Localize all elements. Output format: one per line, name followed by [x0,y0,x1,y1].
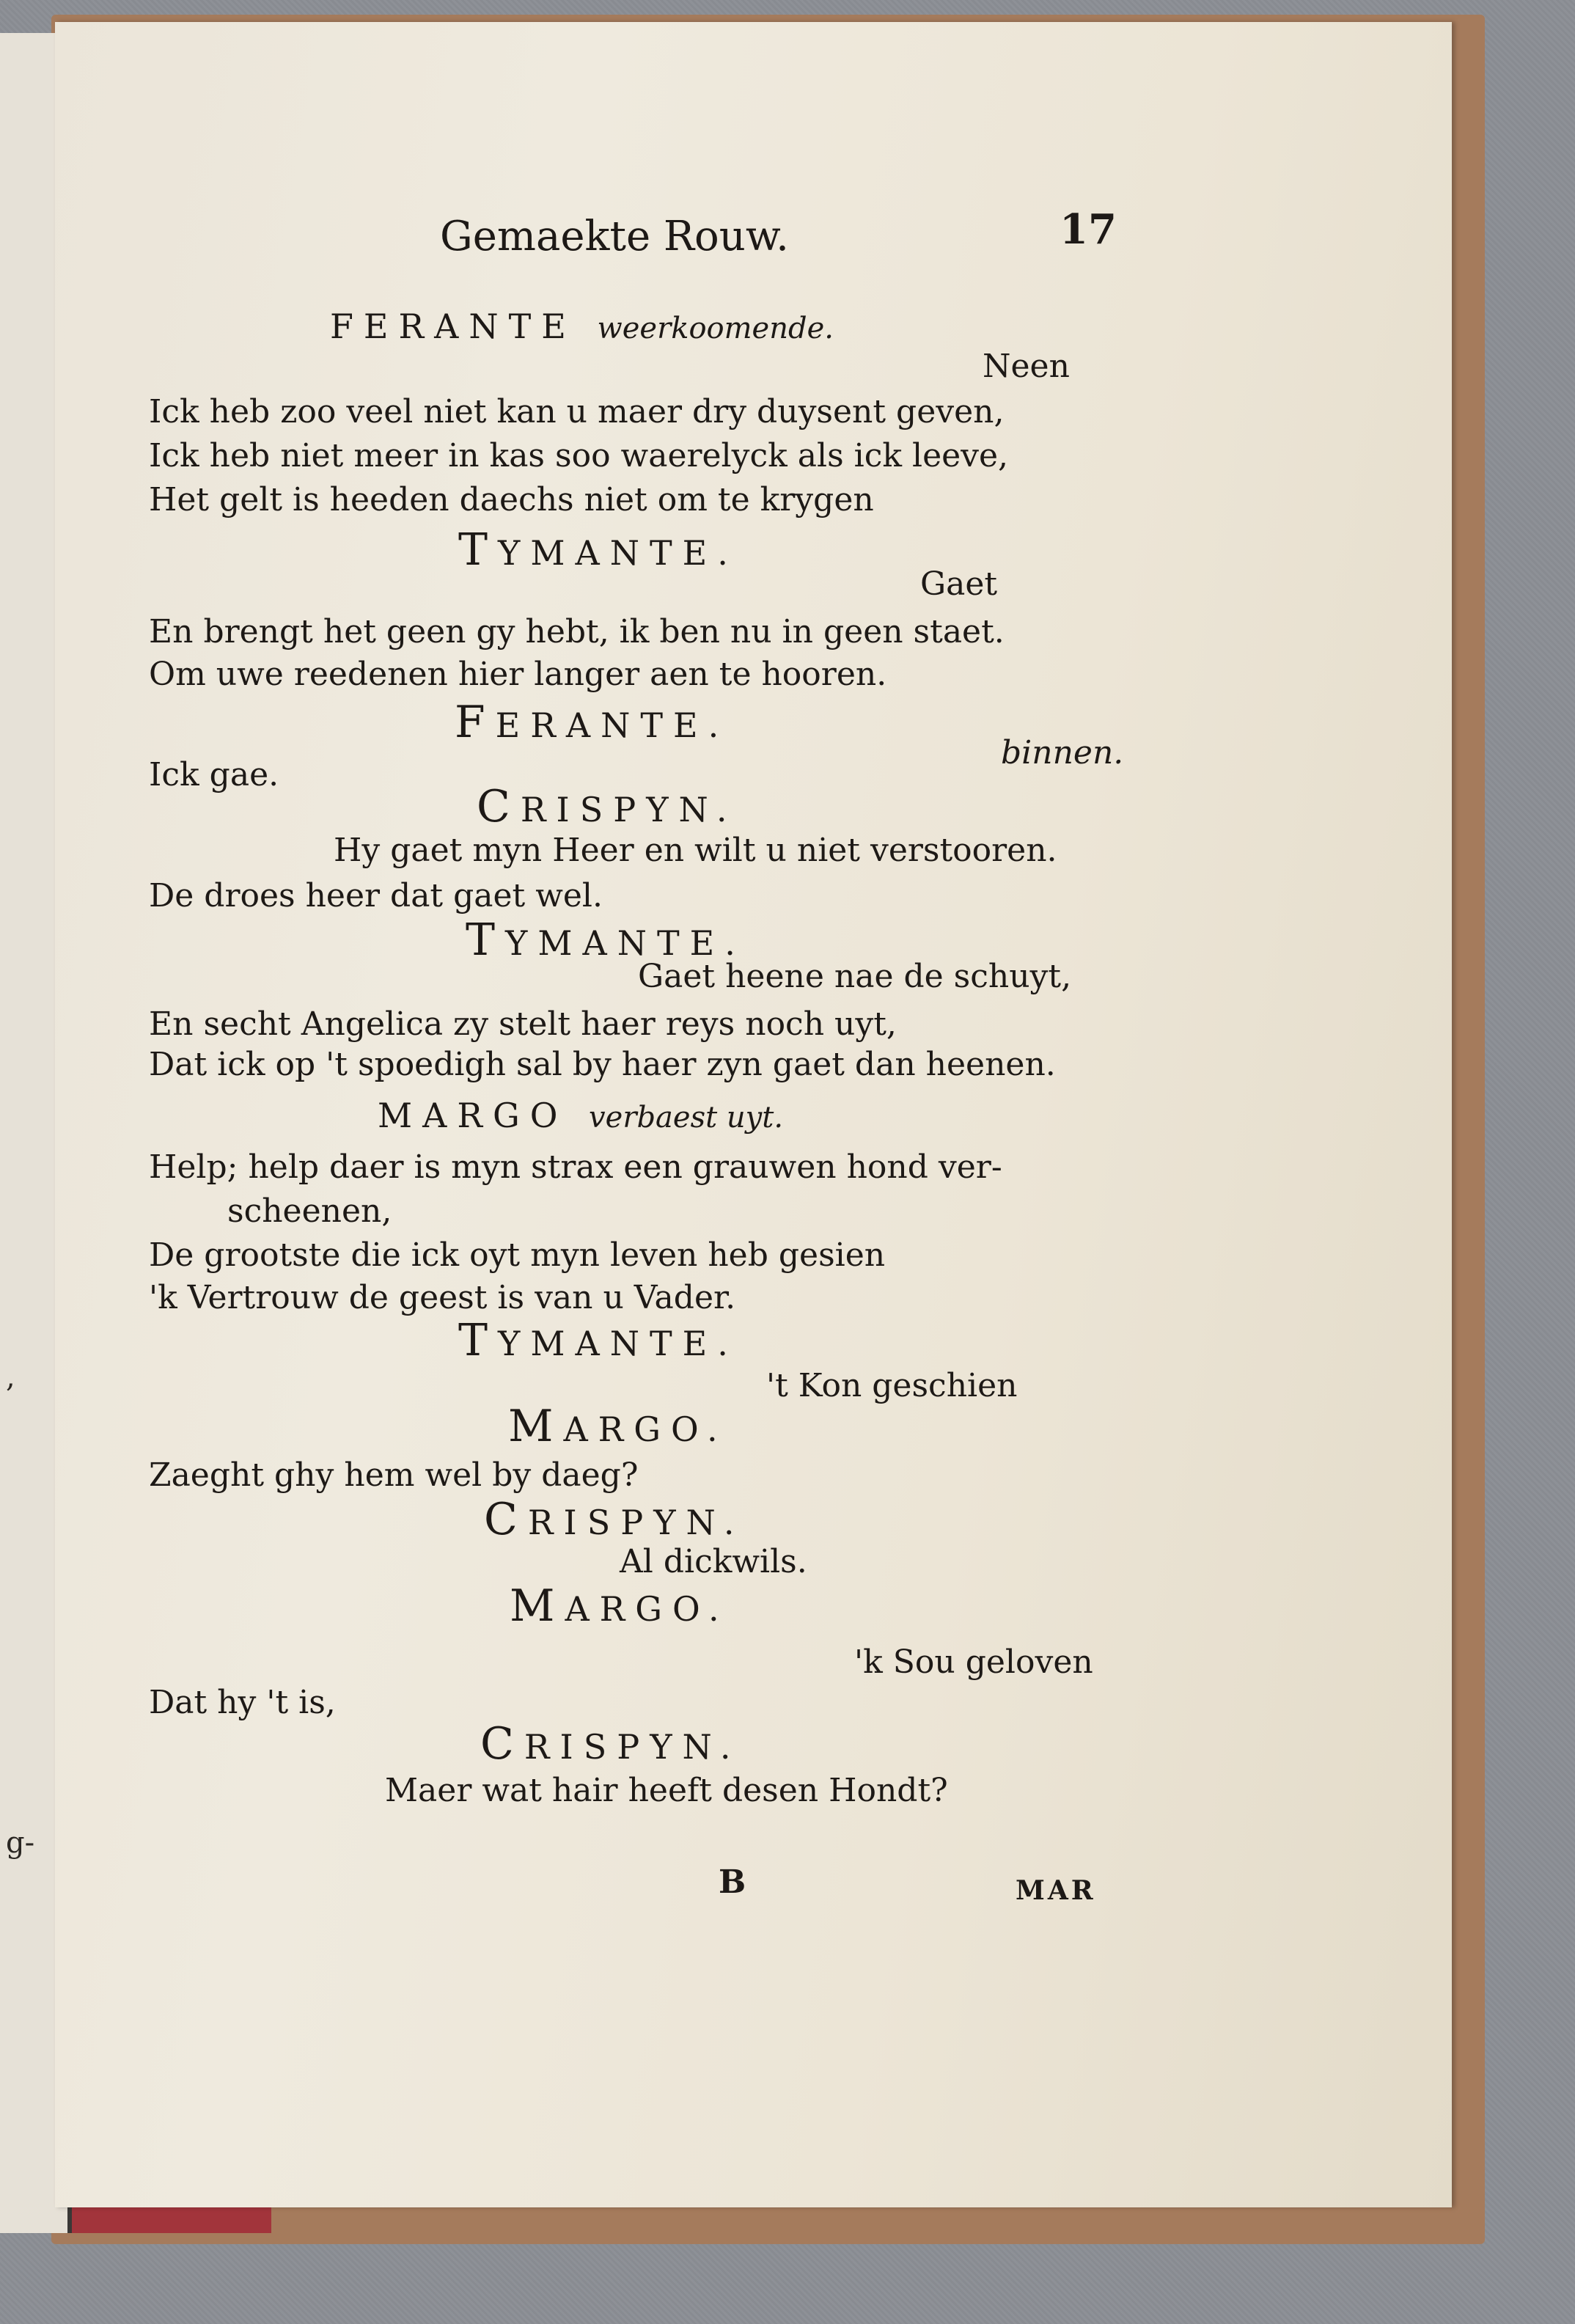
speaker-heading: CRISPYN. [480,1718,741,1770]
speaker-heading: TYMANTE. [458,1315,738,1366]
verse-line: 'k Sou geloven [854,1643,1093,1681]
verse-line: En secht Angelica zy stelt haer reys noch uyt, [149,1005,897,1043]
verse-line: Al dickwils. [620,1543,807,1580]
stage-direction: binnen. [1001,734,1124,771]
speaker-heading: TYMANTE. [466,914,746,966]
verse-line: Ick heb zoo veel niet kan u maer dry duysent geven, [149,393,1005,430]
speaker-heading: TYMANTE. [458,524,738,576]
speaker-heading: CRISPYN. [477,781,738,832]
verse-line: Maer wat hair heeft desen Hondt? [385,1772,948,1809]
verse-line: Neen [983,348,1070,385]
verse-line: scheenen, [227,1192,392,1230]
verse-line: 't Kon geschien [766,1367,1018,1404]
left-page-mark: , [6,1360,15,1394]
verse-line: Zaeght ghy hem wel by daeg? [149,1456,639,1494]
verse-line: Dat ick op 't spoedigh sal by haer zyn gaet dan heenen. [149,1046,1056,1083]
verse-line: Om uwe reedenen hier langer aen te hooren. [149,656,887,693]
speaker-heading: MARGO verbaest uyt. [378,1096,784,1135]
verse-line: Dat hy 't is, [149,1684,336,1721]
running-title: Gemaekte Rouw. [440,213,789,260]
signature-mark: B [719,1863,746,1901]
left-page-mark: g- [6,1826,35,1860]
verse-line: Hy gaet myn Heer en wilt u niet verstooren. [334,832,1057,869]
verse-line: En brengt het geen gy hebt, ik ben nu in geen staet. [149,613,1005,650]
catchword: MAR [1016,1875,1096,1906]
speaker-heading: FERANTE weerkoomende. [330,307,834,346]
verse-line: Het gelt is heeden daechs niet om te krygen [149,481,874,518]
speaker-heading: FERANTE. [455,697,730,748]
speaker-heading: CRISPYN. [484,1494,745,1545]
book-page [55,22,1452,2207]
verse-line: Ick gae. [149,756,279,793]
verse-line: De grootste die ick oyt myn leven heb gesien [149,1236,886,1274]
speaker-heading: MARGO. [508,1401,728,1452]
verse-line: De droes heer dat gaet wel. [149,877,603,914]
verse-line: Gaet [920,565,998,603]
page-number: 17 [1060,205,1117,254]
verse-line: Gaet heene nae de schuyt, [638,958,1072,995]
speaker-heading: MARGO. [510,1580,730,1632]
verse-line: 'k Vertrouw de geest is van u Vader. [149,1279,736,1316]
verse-line: Ick heb niet meer in kas soo waerelyck als ick leeve, [149,437,1009,474]
verse-line: Help; help daer is myn strax een grauwen hond ver- [149,1148,1002,1186]
